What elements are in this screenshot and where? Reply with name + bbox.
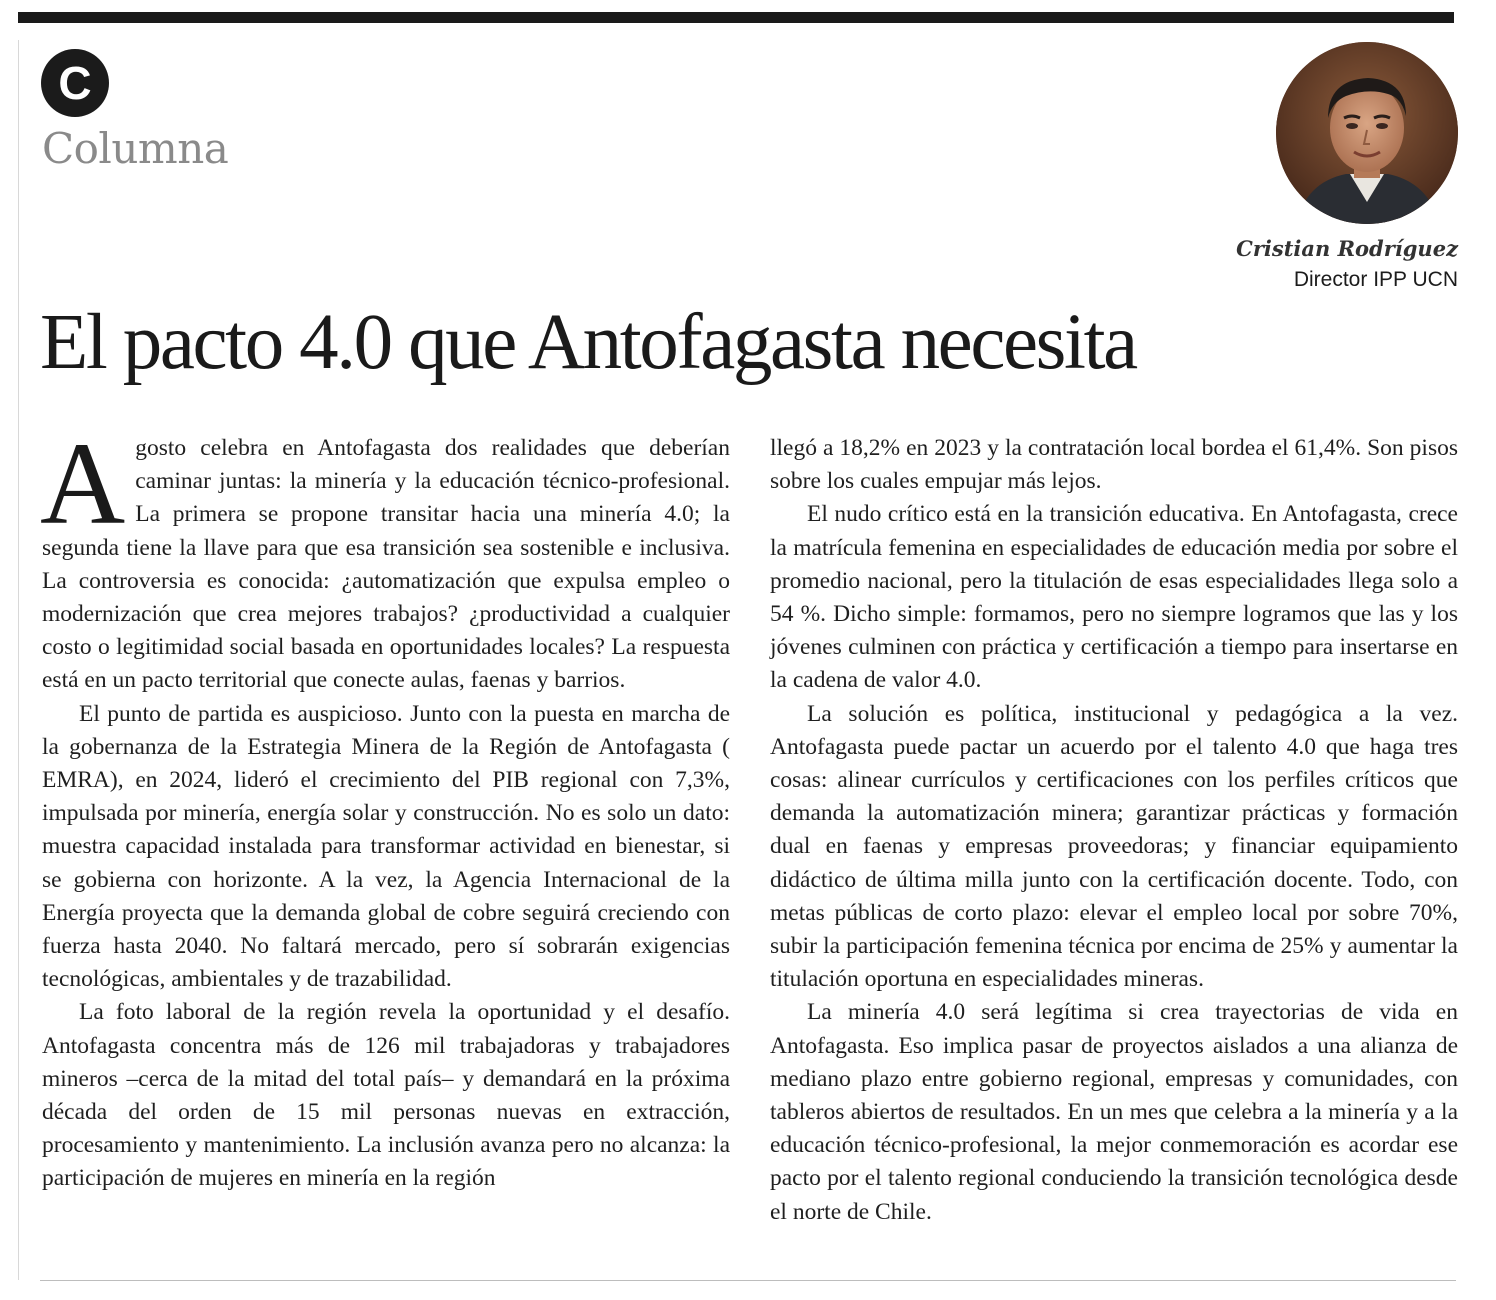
drop-cap: A (40, 418, 126, 549)
top-rule (18, 12, 1454, 23)
article-column-right (770, 432, 1458, 1229)
article-paragraph: La minería 4.0 será legítima si crea trayectorias de vida en Antofagasta. Eso implica pasar de proyectos aislados a una alianza de mediano plazo entre gobierno regional, empresas y comunidades, con tableros abiertos de resultados. En un mes que celebra a la minería y a la educación técnico-profesional, la mejor conmemoración es acordar ese pacto por el talento regional conduciendo la transición tecnológica desde el norte de Chile. (770, 999, 1458, 1225)
article-headline: El pacto 4.0 que Antofagasta necesita (40, 299, 1136, 386)
left-margin-rule (18, 40, 19, 1280)
article-paragraph: La solución es política, institucional y pedagógica a la vez. Antofagasta puede pactar un acuerdo por el talento 4.0 que haga tres cosas: alinear currículos y certificaciones con los perfiles críticos que demanda la automatización minera; garantizar prácticas y formación dual en faenas y empresas proveedoras; y financiar equipamiento didáctico de última milla junto con la certificación docente. Todo, con metas públicas de corto plazo: elevar el empleo local por sobre 70%, subir la participación femenina técnica por encima de 25% y aumentar la titulación oportuna en especialidades mineras. (770, 700, 1458, 993)
article-paragraph: El punto de partida es auspicioso. Junto con la puesta en marcha de la gobernanza de la Estrategia Minera de la Región de Antofagasta ( EMRA), en 2024, lideró el crecimiento del PIB regional con 7,3%, impulsada por minería, energía solar y construcción. No es solo un dato: muestra capacidad instalada para transformar actividad en bienestar, si se gobierna con horizonte. A la vez, la Agencia Internacional de la Energía proyecta que la demanda global de cobre seguirá creciendo con fuerza hasta 2040. No faltará mercado, pero sí sobrarán exigencias tecnológicas, ambientales y de trazabilidad. (42, 700, 730, 993)
article-paragraph (40, 418, 730, 698)
author-role: Director IPP UCN (1293, 268, 1458, 291)
article-paragraph: llegó a 18,2% en 2023 y la contratación local bordea el 61,4%. Son pisos sobre los cuales empujar más lejos. (770, 435, 1458, 495)
article-paragraph: El nudo crítico está en la transición educativa. En Antofagasta, crece la matrícula femenina en especialidades de educación media por sobre el promedio nacional, pero la titulación de esas especialidades llega solo a 54 %. Dicho simple: formamos, pero no siempre logramos que las y los jóvenes culminen con práctica y certificación a tiempo para insertarse en la cadena de valor 4.0. (770, 501, 1458, 694)
author-name: Cristian Rodríguez (1236, 236, 1458, 261)
author-portrait-photo (1276, 42, 1458, 224)
section-badge: C (41, 49, 109, 117)
section-label: Columna (42, 124, 229, 173)
bottom-rule (40, 1280, 1456, 1281)
article-paragraph-text: gosto celebra en Antofagasta dos realidades que deberían caminar juntas: la minería y la educación técnico-profesional. La primera se propone transitar hacia una minería 4.0; la segunda tiene la llave para que esa transición sea sostenible e inclusiva. La controversia es conocida: ¿automatización que expulsa empleo o modernización que crea mejores trabajos? ¿productividad a cualquier costo o legitimidad social basada en oportunidades locales? La respuesta está en un pacto territorial que conecte aulas, faenas y barrios. (42, 435, 730, 694)
article-column-left (40, 418, 730, 1196)
article-paragraph: La foto laboral de la región revela la oportunidad y el desafío. Antofagasta concentra más de 126 mil trabajadoras y trabajadores mineros –cerca de la mitad del total país– y demandará en la próxima década del orden de 15 mil personas nuevas en extracción, procesamiento y mantenimiento. La inclusión avanza pero no alcanza: la participación de mujeres en minería en la región (42, 999, 730, 1192)
